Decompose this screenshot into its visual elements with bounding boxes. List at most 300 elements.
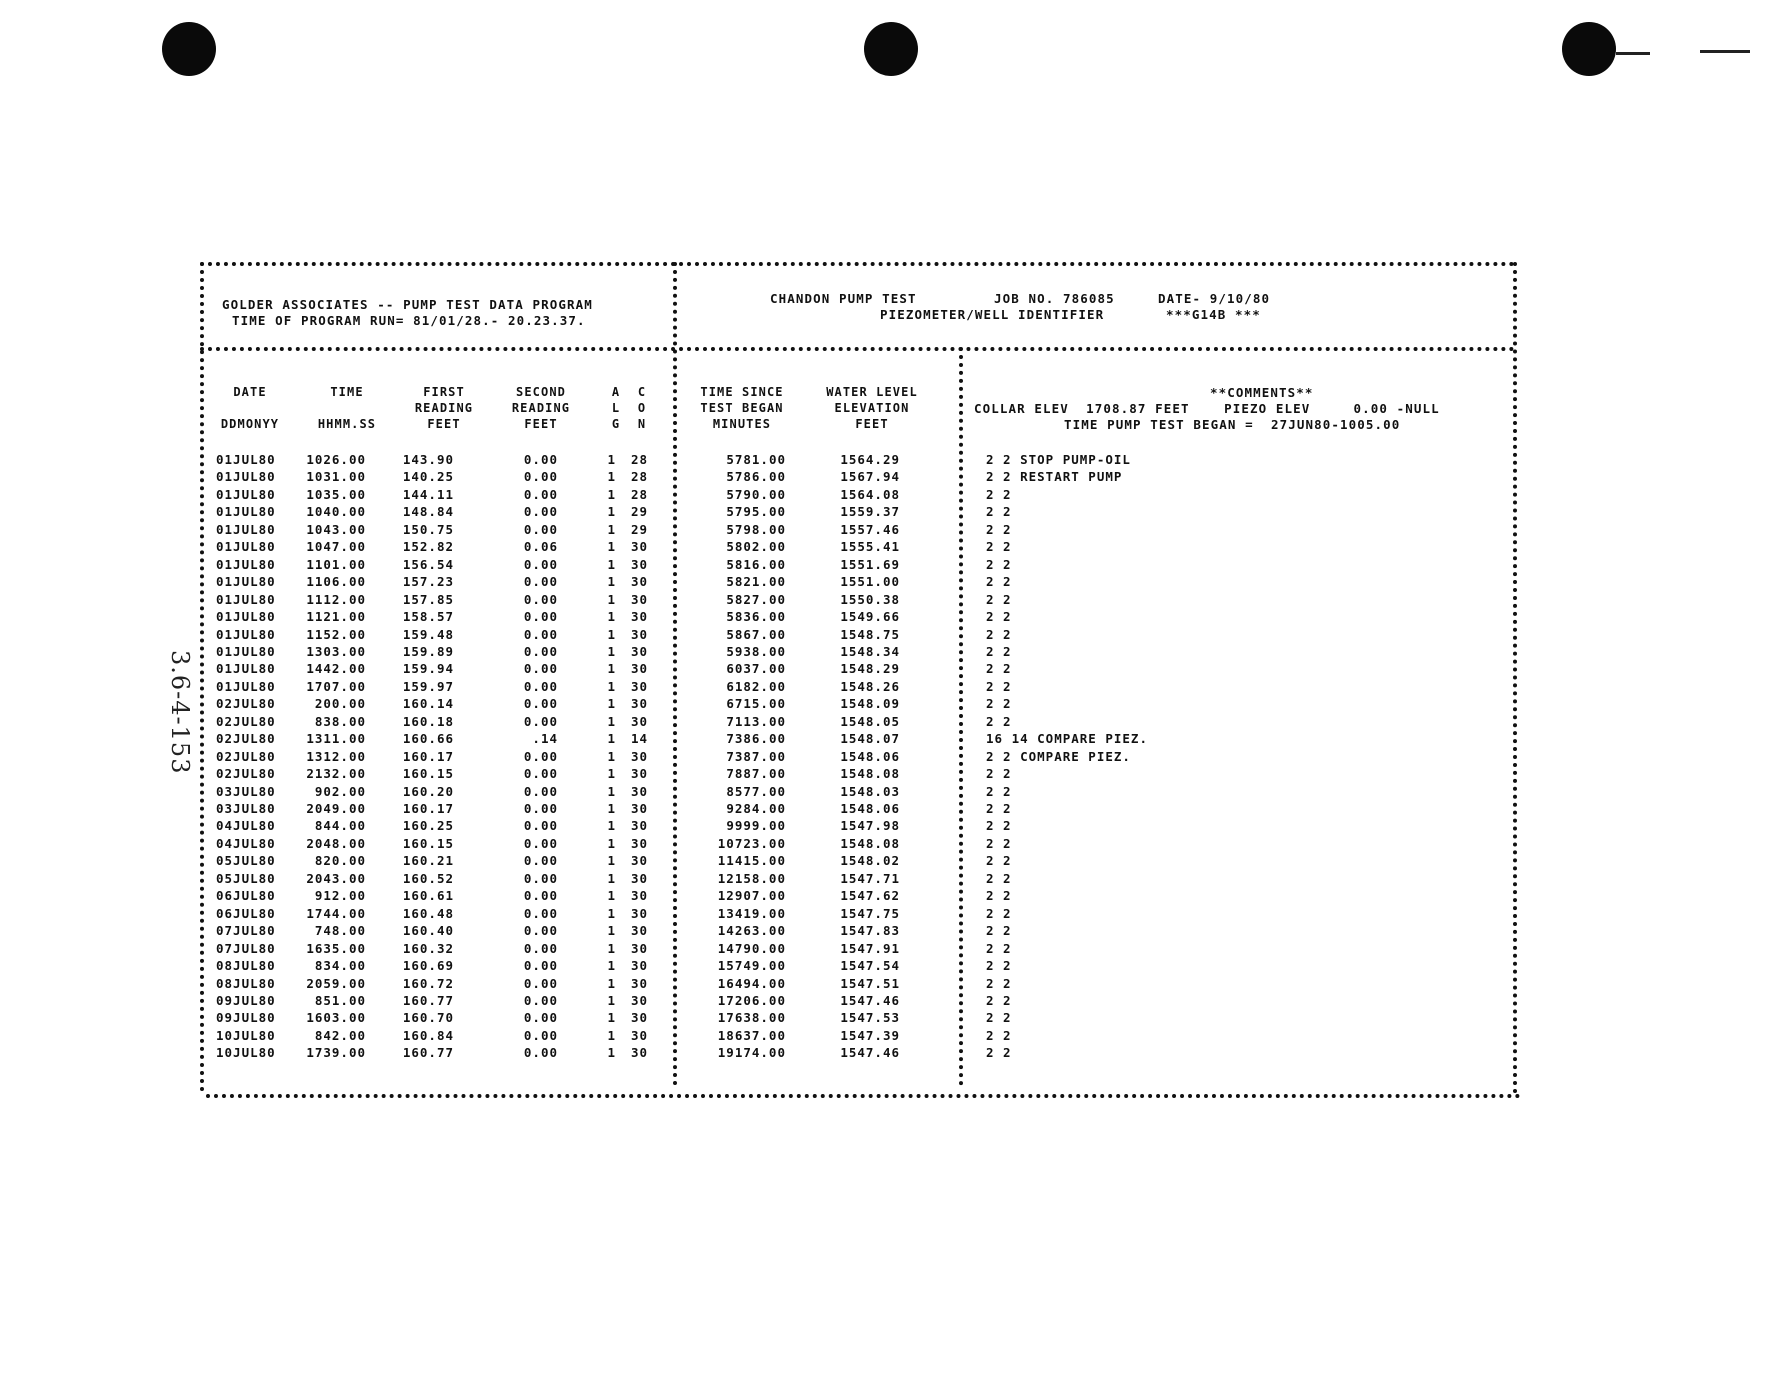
cell-first: 159.89 <box>402 643 454 659</box>
table-row <box>200 661 1500 679</box>
cell-a: 1 <box>607 713 616 729</box>
piezometer-id: ***G14B *** <box>1166 307 1261 322</box>
cell-second: 0.00 <box>523 783 558 799</box>
cell-a: 1 <box>607 556 616 572</box>
cell-c: 30 <box>630 1045 648 1061</box>
cell-first: 148.84 <box>402 504 454 520</box>
cell-c: 30 <box>630 591 648 607</box>
cell-a: 1 <box>607 853 616 869</box>
cell-date: 09JUL80 <box>216 1010 276 1026</box>
cell-comment: 2 2 <box>986 626 1012 642</box>
cell-second: 0.00 <box>523 678 558 694</box>
cell-since: 13419.00 <box>717 905 786 921</box>
cell-second: 0.00 <box>523 661 558 677</box>
test-date: DATE- 9/10/80 <box>1158 291 1271 306</box>
cell-date: 10JUL80 <box>216 1045 276 1061</box>
cell-since: 5821.00 <box>726 574 786 590</box>
cell-comment: 2 2 <box>986 643 1012 659</box>
cell-time: 1026.00 <box>306 452 366 467</box>
cell-first: 159.94 <box>402 661 454 677</box>
cell-comment: 2 2 RESTART PUMP <box>986 469 1123 485</box>
cell-comment: 2 2 <box>986 923 1012 939</box>
cell-date: 01JUL80 <box>216 469 276 485</box>
cell-comment: 2 2 <box>986 958 1012 974</box>
col-header-second-reading: SECOND READING FEET <box>511 385 571 431</box>
cell-c: 30 <box>630 853 648 869</box>
col-header-time-since: TIME SINCE TEST BEGAN MINUTES <box>700 385 784 431</box>
cell-water: 1547.51 <box>840 975 900 991</box>
col-header-con: C O N <box>637 385 647 431</box>
cell-comment: 2 2 <box>986 853 1012 869</box>
cell-date: 04JUL80 <box>216 818 276 834</box>
cell-time: 2049.00 <box>306 801 366 816</box>
cell-first: 160.69 <box>402 958 454 974</box>
cell-c: 30 <box>630 958 648 974</box>
cell-c: 30 <box>630 1010 648 1026</box>
cell-since: 12907.00 <box>717 888 786 904</box>
cell-second: 0.00 <box>523 486 558 502</box>
col-header-alg: A L G <box>611 385 621 431</box>
cell-date: 02JUL80 <box>216 748 276 764</box>
cell-c: 30 <box>630 748 648 764</box>
cell-comment: 2 2 <box>986 678 1012 694</box>
cell-second: .14 <box>532 731 558 747</box>
cell-comment: 2 2 <box>986 975 1012 991</box>
cell-time: 1106.00 <box>306 574 366 590</box>
cell-since: 8577.00 <box>726 783 786 799</box>
cell-water: 1547.91 <box>840 940 900 956</box>
cell-first: 160.17 <box>402 748 454 764</box>
cell-first: 160.77 <box>402 1045 454 1061</box>
cell-c: 28 <box>630 469 648 485</box>
cell-a: 1 <box>607 591 616 607</box>
cell-first: 160.18 <box>402 713 454 729</box>
cell-c: 29 <box>630 504 648 520</box>
cell-date: 06JUL80 <box>216 905 276 921</box>
cell-water: 1548.06 <box>840 748 900 764</box>
cell-a: 1 <box>607 1010 616 1026</box>
cell-date: 04JUL80 <box>216 835 276 851</box>
table-row <box>200 679 1500 697</box>
cell-a: 1 <box>607 1045 616 1061</box>
binder-hole-right <box>1562 22 1616 76</box>
table-row <box>200 1045 1500 1063</box>
cell-comment: 2 2 <box>986 801 1012 816</box>
cell-time: 902.00 <box>314 783 366 799</box>
cell-date: 01JUL80 <box>216 504 276 520</box>
cell-c: 30 <box>630 783 648 799</box>
cell-first: 159.97 <box>402 678 454 694</box>
cell-a: 1 <box>607 992 616 1008</box>
cell-first: 159.48 <box>402 626 454 642</box>
cell-comment: 2 2 <box>986 888 1012 904</box>
cell-date: 02JUL80 <box>216 696 276 712</box>
cell-water: 1547.53 <box>840 1010 900 1026</box>
table-row <box>200 906 1500 924</box>
table-row <box>200 504 1500 522</box>
cell-second: 0.00 <box>523 1027 558 1043</box>
cell-second: 0.00 <box>523 609 558 625</box>
binder-hole-left <box>162 22 216 76</box>
table-row <box>200 749 1500 767</box>
table-row <box>200 452 1500 470</box>
cell-since: 5795.00 <box>726 504 786 520</box>
cell-since: 16494.00 <box>717 975 786 991</box>
program-title: GOLDER ASSOCIATES -- PUMP TEST DATA PROGRAM <box>222 297 593 312</box>
cell-water: 1548.34 <box>840 643 900 659</box>
cell-a: 1 <box>607 521 616 537</box>
cell-c: 30 <box>630 975 648 991</box>
cell-time: 1043.00 <box>306 521 366 537</box>
cell-comment: 2 2 <box>986 486 1012 502</box>
cell-water: 1547.83 <box>840 923 900 939</box>
cell-comment: 2 2 <box>986 766 1012 782</box>
cell-first: 143.90 <box>402 452 454 467</box>
cell-water: 1548.03 <box>840 783 900 799</box>
cell-c: 30 <box>630 940 648 956</box>
cell-water: 1548.75 <box>840 626 900 642</box>
cell-first: 160.17 <box>402 801 454 816</box>
cell-first: 160.48 <box>402 905 454 921</box>
cell-time: 1442.00 <box>306 661 366 677</box>
cell-c: 30 <box>630 713 648 729</box>
cell-time: 1312.00 <box>306 748 366 764</box>
cell-first: 160.40 <box>402 923 454 939</box>
scan-mark <box>1700 50 1750 53</box>
cell-first: 160.66 <box>402 731 454 747</box>
cell-first: 160.14 <box>402 696 454 712</box>
cell-date: 02JUL80 <box>216 713 276 729</box>
cell-water: 1548.09 <box>840 696 900 712</box>
cell-time: 1047.00 <box>306 539 366 555</box>
cell-comment: 2 2 COMPARE PIEZ. <box>986 748 1131 764</box>
cell-c: 14 <box>630 731 648 747</box>
cell-date: 01JUL80 <box>216 643 276 659</box>
cell-first: 158.57 <box>402 609 454 625</box>
cell-since: 7113.00 <box>726 713 786 729</box>
cell-a: 1 <box>607 539 616 555</box>
cell-a: 1 <box>607 661 616 677</box>
table-row <box>200 784 1500 802</box>
cell-a: 1 <box>607 1027 616 1043</box>
cell-since: 5816.00 <box>726 556 786 572</box>
cell-date: 01JUL80 <box>216 539 276 555</box>
col-header-date: DATE DDMONYY <box>220 385 280 431</box>
cell-second: 0.00 <box>523 469 558 485</box>
cell-since: 6715.00 <box>726 696 786 712</box>
cell-time: 1101.00 <box>306 556 366 572</box>
cell-second: 0.00 <box>523 801 558 816</box>
cell-c: 30 <box>630 992 648 1008</box>
cell-time: 2132.00 <box>306 766 366 782</box>
cell-time: 1040.00 <box>306 504 366 520</box>
cell-water: 1551.00 <box>840 574 900 590</box>
cell-comment: 2 2 <box>986 992 1012 1008</box>
cell-c: 30 <box>630 801 648 816</box>
cell-date: 01JUL80 <box>216 452 276 467</box>
cell-c: 30 <box>630 539 648 555</box>
cell-a: 1 <box>607 626 616 642</box>
test-name: CHANDON PUMP TEST <box>770 291 917 306</box>
cell-water: 1548.07 <box>840 731 900 747</box>
cell-c: 30 <box>630 609 648 625</box>
cell-comment: 2 2 <box>986 591 1012 607</box>
cell-second: 0.00 <box>523 748 558 764</box>
table-row <box>200 1028 1500 1046</box>
cell-date: 01JUL80 <box>216 521 276 537</box>
col-header-time: TIME HHMM.SS <box>317 385 377 431</box>
cell-first: 144.11 <box>402 486 454 502</box>
binder-hole-center <box>864 22 918 76</box>
cell-since: 5798.00 <box>726 521 786 537</box>
cell-since: 12158.00 <box>717 870 786 886</box>
table-row <box>200 801 1500 819</box>
cell-c: 30 <box>630 556 648 572</box>
cell-first: 160.32 <box>402 940 454 956</box>
cell-time: 844.00 <box>314 818 366 834</box>
cell-since: 14790.00 <box>717 940 786 956</box>
cell-since: 5802.00 <box>726 539 786 555</box>
cell-since: 11415.00 <box>717 853 786 869</box>
cell-water: 1548.05 <box>840 713 900 729</box>
cell-time: 2043.00 <box>306 870 366 886</box>
page-stamp: 3.6-4-153 <box>166 650 194 775</box>
cell-time: 1303.00 <box>306 643 366 659</box>
cell-second: 0.00 <box>523 696 558 712</box>
cell-a: 1 <box>607 504 616 520</box>
cell-c: 30 <box>630 574 648 590</box>
cell-time: 1112.00 <box>306 591 366 607</box>
cell-date: 01JUL80 <box>216 556 276 572</box>
cell-time: 1152.00 <box>306 626 366 642</box>
cell-since: 5938.00 <box>726 643 786 659</box>
cell-since: 7386.00 <box>726 731 786 747</box>
cell-time: 1121.00 <box>306 609 366 625</box>
table-row <box>200 888 1500 906</box>
table-row <box>200 714 1500 732</box>
table-row <box>200 923 1500 941</box>
cell-first: 157.23 <box>402 574 454 590</box>
cell-a: 1 <box>607 609 616 625</box>
table-row <box>200 627 1500 645</box>
cell-date: 01JUL80 <box>216 609 276 625</box>
cell-second: 0.00 <box>523 591 558 607</box>
cell-a: 1 <box>607 696 616 712</box>
cell-c: 30 <box>630 766 648 782</box>
cell-second: 0.00 <box>523 766 558 782</box>
cell-time: 1635.00 <box>306 940 366 956</box>
table-row <box>200 853 1500 871</box>
cell-water: 1547.62 <box>840 888 900 904</box>
cell-water: 1548.06 <box>840 801 900 816</box>
scan-mark <box>1616 52 1650 55</box>
cell-first: 160.84 <box>402 1027 454 1043</box>
cell-date: 03JUL80 <box>216 783 276 799</box>
cell-date: 06JUL80 <box>216 888 276 904</box>
table-row <box>200 871 1500 889</box>
cell-water: 1550.38 <box>840 591 900 607</box>
cell-since: 7887.00 <box>726 766 786 782</box>
cell-first: 160.20 <box>402 783 454 799</box>
top-border <box>200 262 1515 266</box>
table-row <box>200 696 1500 714</box>
cell-date: 03JUL80 <box>216 801 276 816</box>
cell-time: 838.00 <box>314 713 366 729</box>
cell-water: 1548.02 <box>840 853 900 869</box>
cell-first: 157.85 <box>402 591 454 607</box>
cell-first: 150.75 <box>402 521 454 537</box>
cell-first: 156.54 <box>402 556 454 572</box>
cell-first: 160.52 <box>402 870 454 886</box>
cell-since: 5836.00 <box>726 609 786 625</box>
cell-comment: 2 2 <box>986 556 1012 572</box>
cell-time: 2059.00 <box>306 975 366 991</box>
cell-a: 1 <box>607 888 616 904</box>
cell-comment: 2 2 <box>986 574 1012 590</box>
table-row <box>200 644 1500 662</box>
cell-second: 0.00 <box>523 643 558 659</box>
cell-since: 9999.00 <box>726 818 786 834</box>
cell-a: 1 <box>607 905 616 921</box>
cell-since: 5790.00 <box>726 486 786 502</box>
col-header-water-level: WATER LEVEL ELEVATION FEET <box>826 385 918 431</box>
cell-first: 160.21 <box>402 853 454 869</box>
cell-comment: 2 2 <box>986 940 1012 956</box>
cell-a: 1 <box>607 801 616 816</box>
cell-a: 1 <box>607 452 616 467</box>
cell-c: 30 <box>630 696 648 712</box>
cell-first: 160.25 <box>402 818 454 834</box>
cell-first: 152.82 <box>402 539 454 555</box>
cell-water: 1547.46 <box>840 1045 900 1061</box>
cell-since: 17638.00 <box>717 1010 786 1026</box>
cell-time: 851.00 <box>314 992 366 1008</box>
cell-time: 834.00 <box>314 958 366 974</box>
table-row <box>200 766 1500 784</box>
cell-second: 0.00 <box>523 556 558 572</box>
cell-since: 5781.00 <box>726 452 786 467</box>
cell-water: 1567.94 <box>840 469 900 485</box>
cell-date: 07JUL80 <box>216 940 276 956</box>
cell-since: 9284.00 <box>726 801 786 816</box>
cell-c: 29 <box>630 521 648 537</box>
cell-since: 10723.00 <box>717 835 786 851</box>
cell-a: 1 <box>607 678 616 694</box>
table-row <box>200 731 1500 749</box>
right-border <box>1513 262 1517 1094</box>
cell-c: 28 <box>630 452 648 467</box>
cell-water: 1549.66 <box>840 609 900 625</box>
piezometer-label: PIEZOMETER/WELL IDENTIFIER <box>880 307 1105 322</box>
cell-since: 5786.00 <box>726 469 786 485</box>
cell-second: 0.00 <box>523 905 558 921</box>
cell-a: 1 <box>607 574 616 590</box>
cell-a: 1 <box>607 469 616 485</box>
cell-c: 30 <box>630 835 648 851</box>
cell-a: 1 <box>607 748 616 764</box>
cell-water: 1548.08 <box>840 766 900 782</box>
cell-second: 0.00 <box>523 452 558 467</box>
cell-time: 1311.00 <box>306 731 366 747</box>
cell-a: 1 <box>607 818 616 834</box>
cell-time: 1739.00 <box>306 1045 366 1061</box>
cell-comment: 2 2 <box>986 539 1012 555</box>
cell-water: 1547.54 <box>840 958 900 974</box>
cell-second: 0.00 <box>523 975 558 991</box>
cell-comment: 16 14 COMPARE PIEZ. <box>986 731 1148 747</box>
cell-second: 0.00 <box>523 853 558 869</box>
cell-date: 08JUL80 <box>216 958 276 974</box>
cell-a: 1 <box>607 731 616 747</box>
cell-second: 0.00 <box>523 626 558 642</box>
cell-since: 14263.00 <box>717 923 786 939</box>
cell-date: 05JUL80 <box>216 853 276 869</box>
cell-time: 1744.00 <box>306 905 366 921</box>
cell-comment: 2 2 <box>986 661 1012 677</box>
table-row <box>200 836 1500 854</box>
cell-comment: 2 2 <box>986 835 1012 851</box>
table-row <box>200 539 1500 557</box>
cell-comment: 2 2 <box>986 783 1012 799</box>
cell-water: 1557.46 <box>840 521 900 537</box>
table-row <box>200 941 1500 959</box>
cell-c: 30 <box>630 923 648 939</box>
cell-comment: 2 2 <box>986 1010 1012 1026</box>
cell-water: 1555.41 <box>840 539 900 555</box>
table-row <box>200 469 1500 487</box>
cell-time: 912.00 <box>314 888 366 904</box>
cell-water: 1551.69 <box>840 556 900 572</box>
cell-since: 17206.00 <box>717 992 786 1008</box>
cell-second: 0.00 <box>523 1010 558 1026</box>
cell-date: 07JUL80 <box>216 923 276 939</box>
printout-sheet <box>200 262 1525 1104</box>
cell-time: 748.00 <box>314 923 366 939</box>
cell-first: 160.72 <box>402 975 454 991</box>
cell-second: 0.00 <box>523 835 558 851</box>
table-row <box>200 958 1500 976</box>
cell-c: 30 <box>630 1027 648 1043</box>
cell-date: 01JUL80 <box>216 678 276 694</box>
table-row <box>200 557 1500 575</box>
cell-a: 1 <box>607 870 616 886</box>
cell-first: 160.70 <box>402 1010 454 1026</box>
cell-second: 0.00 <box>523 888 558 904</box>
cell-a: 1 <box>607 923 616 939</box>
cell-date: 01JUL80 <box>216 591 276 607</box>
cell-date: 01JUL80 <box>216 486 276 502</box>
cell-time: 842.00 <box>314 1027 366 1043</box>
job-number: JOB NO. 786085 <box>994 291 1115 306</box>
cell-comment: 2 2 <box>986 1027 1012 1043</box>
cell-water: 1547.98 <box>840 818 900 834</box>
cell-time: 1707.00 <box>306 678 366 694</box>
cell-comment: 2 2 <box>986 521 1012 537</box>
table-row <box>200 976 1500 994</box>
cell-second: 0.00 <box>523 521 558 537</box>
cell-water: 1559.37 <box>840 504 900 520</box>
cell-a: 1 <box>607 643 616 659</box>
cell-date: 09JUL80 <box>216 992 276 1008</box>
table-row <box>200 993 1500 1011</box>
cell-a: 1 <box>607 958 616 974</box>
header-divider <box>200 347 1515 351</box>
cell-water: 1547.39 <box>840 1027 900 1043</box>
cell-c: 30 <box>630 888 648 904</box>
cell-water: 1548.26 <box>840 678 900 694</box>
collar-elevation: COLLAR ELEV 1708.87 FEET PIEZO ELEV 0.00 -NULL <box>974 401 1440 416</box>
bottom-border <box>206 1094 1521 1098</box>
